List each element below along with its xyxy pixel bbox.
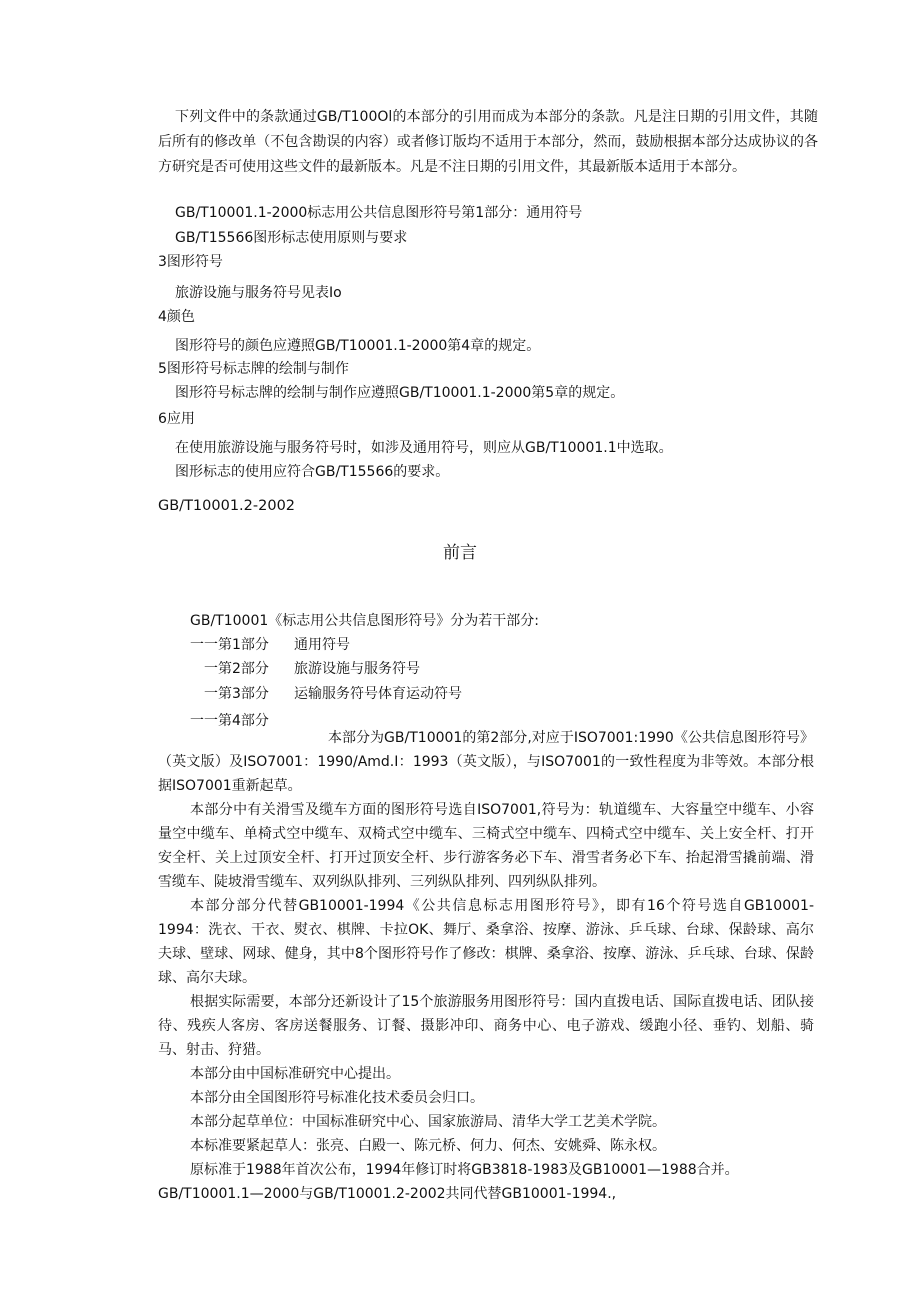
foreword-paragraph: 本部分为GB/T10001的第2部分,对应于ISO7001:1990《公共信息图形符号》（英文版）及ISO7001：1990/Amd.I：1993（英文版），与ISO7001的一致性程度为非等效。本部分根据ISO7001重新起草。 (158, 730, 814, 794)
part-name: 旅游设施与服务符号 (294, 661, 420, 677)
part-label: 一一第1部分 (190, 637, 269, 653)
foreword-title: 前言 (443, 543, 477, 563)
foreword-paragraph: 本部分部分代替GB10001-1994《公共信息标志用图形符号》，即有16个符号选自GB10001-1994：洗衣、干衣、熨衣、棋牌、卡拉OK、舞厅、桑拿浴、按摩、游泳、乒乓球、台球、保龄球、高尔夫球、壁球、网球、健身，其中8个图形符号作了修改：棋牌、桑拿浴、按摩、游泳、乒乓球、台球、保龄球、高尔夫球。 (158, 898, 814, 986)
section-3-body: 旅游设施与服务符号见表Io (175, 285, 342, 301)
part-label: 一第3部分 (204, 686, 269, 702)
section-6-body-1: 在使用旅游设施与服务符号时，如涉及通用符号，则应从GB/T10001.1中选取。 (175, 440, 673, 456)
foreword-paragraph: 本部分由中国标准研究中心提出。 (190, 1066, 400, 1082)
foreword-paragraph: 原标准于1988年首次公布，1994年修订时将GB3818-1983及GB10001—1988合并。 (190, 1162, 739, 1178)
normative-reference-1: GB/T10001.1-2000标志用公共信息图形符号第1部分：通用符号 (175, 205, 583, 221)
section-5-heading: 5图形符号标志牌的绘制与制作 (158, 361, 349, 377)
foreword-body (158, 726, 814, 1206)
section-6-body-2: 图形标志的使用应符合GB/T15566的要求。 (175, 464, 450, 480)
part-name: 运输服务符号体育运动符号 (294, 686, 462, 702)
part-label: 一第2部分 (204, 661, 269, 677)
document-id: GB/T10001.2-2002 (158, 498, 296, 514)
section-3-heading: 3图形符号 (158, 254, 223, 270)
foreword-paragraph: 本部分由全国图形符号标准化技术委员会归口。 (190, 1090, 484, 1106)
section-4-heading: 4颜色 (158, 309, 195, 325)
parts-intro: GB/T10001《标志用公共信息图形符号》分为若干部分: (190, 613, 539, 629)
foreword-paragraph: 本部分起草单位：中国标准研究中心、国家旅游局、清华大学工艺美术学院。 (190, 1114, 666, 1130)
normative-reference-2: GB/T15566图形标志使用原则与要求 (175, 230, 408, 246)
foreword-paragraph: 本标准要紧起草人：张亮、白殿一、陈元桥、何力、何杰、安姚舜、陈永权。 (190, 1138, 666, 1154)
section-5-body: 图形符号标志牌的绘制与制作应遵照GB/T10001.1-2000第5章的规定。 (175, 385, 625, 401)
part-item (190, 633, 490, 657)
foreword-paragraph: GB/T10001.1—2000与GB/T10001.2-2002共同代替GB10001-1994., (158, 1186, 617, 1202)
foreword-paragraph: 根据实际需要，本部分还新设计了15个旅游服务用图形符号：国内直拨电话、国际直拨电话、团队接待、残疾人客房、客房送餐服务、订餐、摄影冲印、商务中心、电子游戏、缓跑小径、垂钓、划船、骑马、射击、狩猎。 (158, 994, 814, 1058)
part-item (204, 657, 504, 681)
section-6-heading: 6应用 (158, 411, 195, 427)
intro-paragraph: 下列文件中的条款通过GB/T100Ol的本部分的引用而成为本部分的条款。凡是注日期的引用文件，其随后所有的修改单（不包含勘误的内容）或者修订版均不适用于本部分，然而，鼓励根据本部分达成协议的各方研究是否可使用这些文件的最新版本。凡是不注日期的引用文件，其最新版本适用于本部分。 (158, 109, 818, 175)
section-4-body: 图形符号的颜色应遵照GB/T10001.1-2000第4章的规定。 (175, 338, 541, 354)
foreword-paragraph: 本部分中有关滑雪及缆车方面的图形符号选自ISO7001,符号为：轨道缆车、大容量空中缆车、小容量空中缆车、单椅式空中缆车、双椅式空中缆车、三椅式空中缆车、四椅式空中缆车、关上安全杆、打开安全杆、关上过顶安全杆、打开过顶安全杆、步行游客务必下车、滑雪者务必下车、抬起滑雪撬前端、滑雪缆车、陡坡滑雪缆车、双列纵队排列、三列纵队排列、四列纵队排列。 (158, 802, 814, 890)
part-item (204, 682, 504, 706)
part-label: 一一第4部分 (190, 713, 269, 729)
part-name: 通用符号 (294, 637, 350, 653)
